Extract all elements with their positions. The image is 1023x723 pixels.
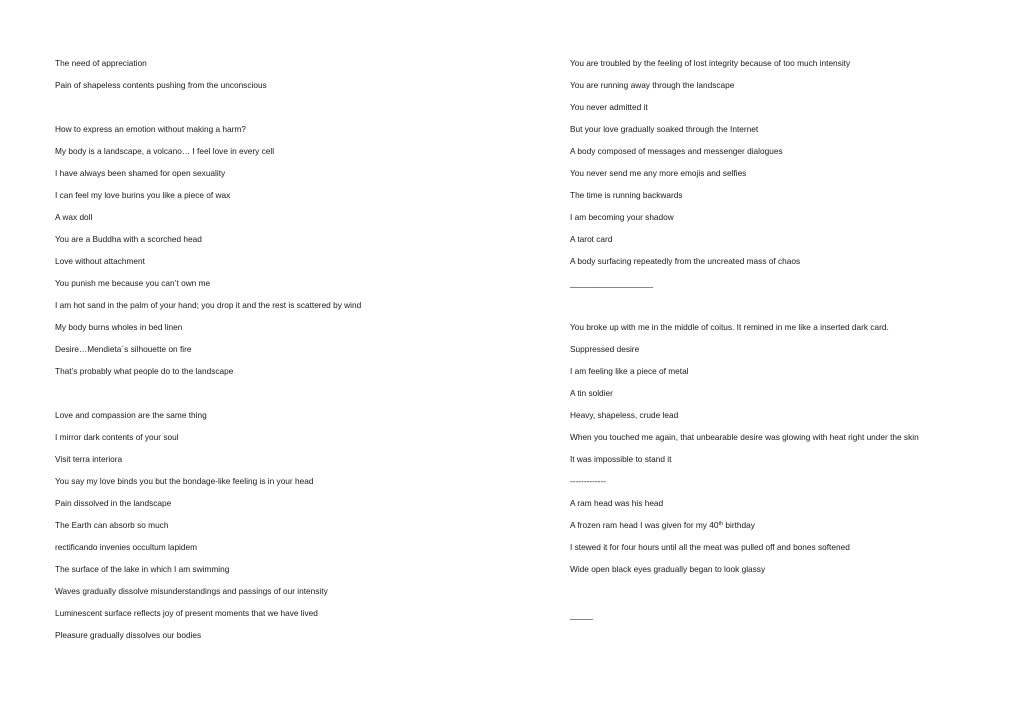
text-line: A tin soldier bbox=[570, 388, 613, 398]
text-line: You are troubled by the feeling of lost integrity because of too much intensity bbox=[570, 58, 851, 68]
text-line: You are running away through the landscape bbox=[570, 80, 735, 90]
text-line: You are a Buddha with a scorched head bbox=[55, 234, 202, 244]
text-line: My body burns wholes in bed linen bbox=[55, 322, 183, 332]
text-line: That’s probably what people do to the landscape bbox=[55, 366, 234, 376]
text-line: It was impossible to stand it bbox=[570, 454, 672, 464]
text-line: I am hot sand in the palm of your hand; you drop it and the rest is scattered by wind bbox=[55, 300, 362, 310]
text-line: Love without attachment bbox=[55, 256, 145, 266]
text-line: Wide open black eyes gradually began to look glassy bbox=[570, 564, 766, 574]
text-line: How to express an emotion without making a harm? bbox=[55, 124, 246, 134]
text-line: Pain dissolved in the landscape bbox=[55, 498, 172, 508]
text-line: Waves gradually dissolve misunderstandings and passings of our intensity bbox=[55, 586, 328, 596]
text-line: But your love gradually soaked through the Internet bbox=[570, 124, 759, 134]
text-line: Love and compassion are the same thing bbox=[55, 410, 207, 420]
text-line: Heavy, shapeless, crude lead bbox=[570, 410, 679, 420]
text-line: My body is a landscape, a volcano… I feel love in every cell bbox=[55, 146, 275, 156]
text-line: rectificando invenies occultum lapidem bbox=[55, 542, 198, 552]
text-line: A tarot card bbox=[570, 234, 613, 244]
text-line: You never admitted it bbox=[570, 102, 648, 112]
ordinal-suffix: th bbox=[718, 521, 724, 527]
text-line: I am becoming your shadow bbox=[570, 212, 674, 222]
text-line: I can feel my love burins you like a piece of wax bbox=[55, 190, 231, 200]
text-line: I am feeling like a piece of metal bbox=[570, 366, 689, 376]
text-line: The surface of the lake in which I am swimming bbox=[55, 564, 230, 574]
text-line: You punish me because you can’t own me bbox=[55, 278, 211, 288]
text-line: Visit terra interiora bbox=[55, 454, 123, 464]
text-segment: A frozen ram head I was given for my 40 bbox=[570, 520, 719, 530]
text-line: Pleasure gradually dissolves our bodies bbox=[55, 630, 202, 640]
text-line: The time is running backwards bbox=[570, 190, 683, 200]
section-divider: _____ bbox=[570, 610, 594, 620]
section-divider: __________________ bbox=[570, 278, 654, 288]
text-line: A body composed of messages and messenger dialogues bbox=[570, 146, 783, 156]
text-line bbox=[570, 519, 755, 531]
text-line: When you touched me again, that unbearable desire was glowing with heat right under the skin bbox=[570, 432, 919, 442]
text-line: Pain of shapeless contents pushing from the unconscious bbox=[55, 80, 267, 90]
text-line: You broke up with me in the middle of coitus. It remined in me like a inserted dark card. bbox=[570, 322, 889, 332]
text-line: The need of appreciation bbox=[55, 58, 147, 68]
text-line: I have always been shamed for open sexuality bbox=[55, 168, 226, 178]
text-line: The Earth can absorb so much bbox=[55, 520, 169, 530]
text-line: Luminescent surface reflects joy of present moments that we have lived bbox=[55, 608, 318, 618]
text-line: You say my love binds you but the bondage-like feeling is in your head bbox=[55, 476, 314, 486]
text-line: I stewed it for four hours until all the meat was pulled off and bones softened bbox=[570, 542, 850, 552]
text-segment: birthday bbox=[723, 520, 755, 530]
text-line: A wax doll bbox=[55, 212, 93, 222]
section-divider: ------------- bbox=[570, 476, 606, 486]
text-line: A ram head was his head bbox=[570, 498, 664, 508]
text-line: You never send me any more emojis and selfies bbox=[570, 168, 747, 178]
text-line: I mirror dark contents of your soul bbox=[55, 432, 179, 442]
text-line: Suppressed desire bbox=[570, 344, 640, 354]
text-line: A body surfacing repeatedly from the uncreated mass of chaos bbox=[570, 256, 801, 266]
text-line: Desire…Mendieta´s silhouette on fire bbox=[55, 344, 192, 354]
